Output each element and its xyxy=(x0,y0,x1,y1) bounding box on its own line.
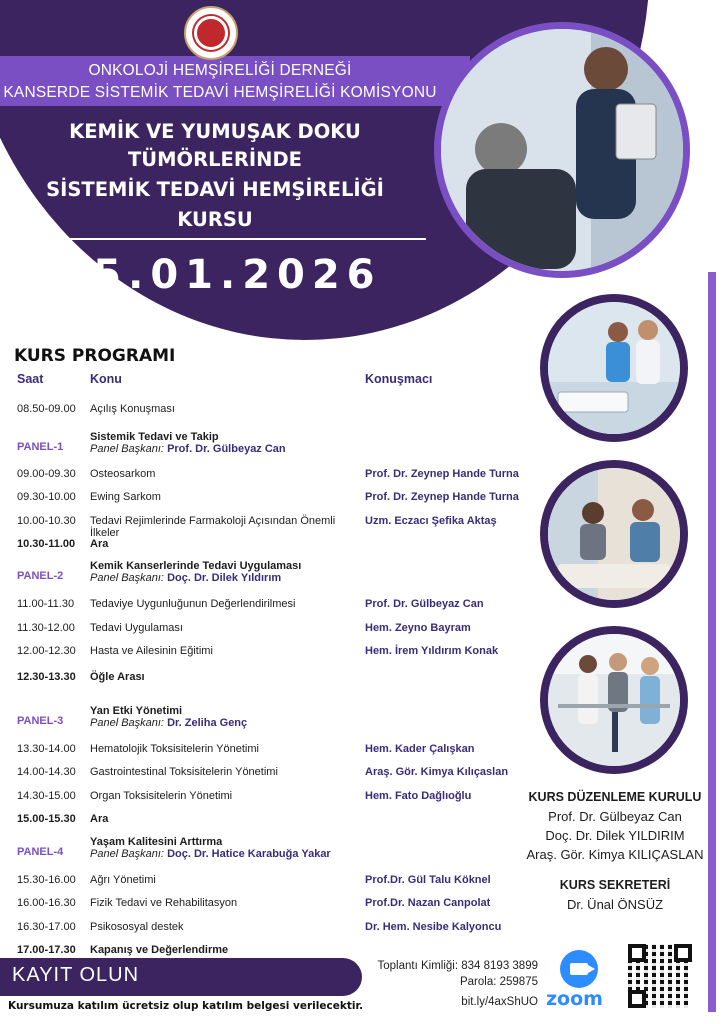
row-time: 12.30-13.30 xyxy=(17,671,76,683)
course-date: 25.01.2026 xyxy=(58,252,382,298)
row-topic-text: Hasta ve Ailesinin Eğitimi xyxy=(90,645,213,657)
row-topic xyxy=(90,766,360,778)
col-topic-header: Konu xyxy=(90,372,122,386)
row-time: 16.00-16.30 xyxy=(17,897,76,909)
org-name: ONKOLOJİ HEMŞİRELİĞİ DERNEĞİ xyxy=(88,62,352,79)
row-topic xyxy=(90,598,360,610)
course-title-line4: KURSU xyxy=(177,208,253,231)
course-title-line1: KEMİK VE YUMUŞAK DOKU xyxy=(69,120,361,143)
panel-chair-name: Prof. Dr. Gülbeyaz Can xyxy=(167,443,286,455)
row-time: PANEL-3 xyxy=(17,715,64,727)
panel-chair-name: Doç. Dr. Dilek Yıldırım xyxy=(167,572,282,584)
row-topic-text: Osteosarkom xyxy=(90,468,156,480)
panel-chair xyxy=(90,848,360,860)
nurse-consultation-photo xyxy=(540,460,688,608)
row-time: 11.30-12.00 xyxy=(17,622,75,634)
row-topic xyxy=(90,538,360,550)
row-topic xyxy=(90,468,360,480)
panel-chair-label: Panel Başkanı: xyxy=(90,717,164,729)
row-speaker: Prof. Dr. Zeynep Hande Turna xyxy=(365,491,519,503)
panel-chair xyxy=(90,717,360,729)
row-topic-text: Açılış Konuşması xyxy=(90,403,175,415)
row-topic-text: Ewing Sarkom xyxy=(90,491,161,503)
committee xyxy=(520,788,710,864)
row-topic xyxy=(90,790,360,802)
row-topic-text: Kemik Kanserlerinde Tedavi Uygulaması xyxy=(90,560,302,572)
row-topic-text: Ağrı Yönetimi xyxy=(90,874,156,886)
register-button[interactable]: KAYIT OLUN xyxy=(0,958,362,996)
commission-name: KANSERDE SİSTEMİK TEDAVİ HEMŞİRELİĞİ KOMİSYONU xyxy=(3,84,437,101)
lab-nurses-photo xyxy=(540,294,688,442)
association-logo-icon xyxy=(184,6,238,60)
row-topic-text: Psikososyal destek xyxy=(90,921,184,933)
zoom-meeting-id: Toplantı Kimliği: 834 8193 3899 xyxy=(377,960,538,972)
committee-member: Araş. Gör. Kimya KILIÇASLAN xyxy=(526,847,704,862)
col-speaker-header: Konuşmacı xyxy=(365,372,433,386)
course-title-line3: SİSTEMİK TEDAVİ HEMŞİRELİĞİ xyxy=(46,178,384,201)
row-topic xyxy=(90,560,360,584)
row-topic xyxy=(90,671,360,683)
row-topic xyxy=(90,897,360,909)
row-topic-text: Fizik Tedavi ve Rehabilitasyon xyxy=(90,897,238,909)
row-speaker: Hem. İrem Yıldırım Konak xyxy=(365,645,499,657)
rehabilitation-photo xyxy=(540,626,688,774)
title-divider xyxy=(10,238,426,240)
row-time: 10.30-11.00 xyxy=(17,538,76,550)
secretary-heading: KURS SEKRETERİ xyxy=(559,878,671,892)
row-topic-text: Gastrointestinal Toksisitelerin Yönetimi xyxy=(90,766,278,778)
row-topic-text: Yan Etki Yönetimi xyxy=(90,705,183,717)
row-time: 08.50-09.00 xyxy=(17,403,76,415)
row-topic xyxy=(90,515,360,539)
row-topic-text: Sistemik Tedavi ve Takip xyxy=(90,431,219,443)
row-topic-text: Tedaviye Uygunluğunun Değerlendirilmesi xyxy=(90,598,296,610)
row-topic xyxy=(90,944,360,956)
row-speaker: Prof. Dr. Gülbeyaz Can xyxy=(365,598,484,610)
panel-chair xyxy=(90,572,360,584)
row-topic xyxy=(90,813,360,825)
panel-chair-label: Panel Başkanı: xyxy=(90,848,164,860)
row-time: 13.30-14.00 xyxy=(17,743,76,755)
row-time: 17.00-17.30 xyxy=(17,944,76,956)
row-speaker: Prof. Dr. Zeynep Hande Turna xyxy=(365,468,519,480)
row-time: 10.00-10.30 xyxy=(17,515,76,527)
row-time: PANEL-1 xyxy=(17,441,64,453)
row-time: 09.30-10.00 xyxy=(17,491,76,503)
row-time: 09.00-09.30 xyxy=(17,468,76,480)
row-topic xyxy=(90,622,360,634)
program-heading: KURS PROGRAMI xyxy=(14,346,176,366)
row-time: 14.00-14.30 xyxy=(17,766,76,778)
secretary xyxy=(520,876,710,914)
row-topic-text: Yaşam Kalitesini Arttırma xyxy=(90,836,223,848)
committee-member: Doç. Dr. Dilek YILDIRIM xyxy=(545,828,685,843)
row-time: 11.00-11.30 xyxy=(17,598,75,610)
row-topic-text: Ara xyxy=(90,813,109,825)
committee-heading: KURS DÜZENLEME KURULU xyxy=(528,790,702,804)
panel-chair-label: Panel Başkanı: xyxy=(90,443,164,455)
row-time: 14.30-15.00 xyxy=(17,790,76,802)
row-speaker: Hem. Zeyno Bayram xyxy=(365,622,471,634)
row-speaker: Uzm. Eczacı Şefika Aktaş xyxy=(365,515,497,527)
row-topic xyxy=(90,705,360,729)
row-topic xyxy=(90,431,360,455)
course-title-line2: TÜMÖRLERİNDE xyxy=(128,148,302,171)
row-topic-text: Ara xyxy=(90,538,109,550)
zoom-link[interactable]: bit.ly/4axShUO xyxy=(461,996,538,1008)
row-time: 15.30-16.00 xyxy=(17,874,76,886)
row-time: 12.00-12.30 xyxy=(17,645,76,657)
col-time-header: Saat xyxy=(17,372,44,386)
row-time: PANEL-4 xyxy=(17,846,64,858)
free-participation-note: Kursumuza katılım ücretsiz olup katılım belgesi verilecektir. xyxy=(8,1000,364,1012)
row-time: 16.30-17.00 xyxy=(17,921,76,933)
row-topic xyxy=(90,743,360,755)
row-speaker: Hem. Fato Dağlıoğlu xyxy=(365,790,472,802)
row-time: PANEL-2 xyxy=(17,570,64,582)
row-topic-text: Tedavi Rejimlerinde Farmakoloji Açısından Önemli İlkeler xyxy=(90,515,336,539)
panel-chair-name: Dr. Zeliha Genç xyxy=(167,717,248,729)
row-topic-text: Organ Toksisitelerin Yönetimi xyxy=(90,790,233,802)
row-topic-text: Hematolojik Toksisitelerin Yönetimi xyxy=(90,743,259,755)
row-speaker: Araş. Gör. Kimya Kılıçaslan xyxy=(365,766,509,778)
row-topic xyxy=(90,491,360,503)
row-topic xyxy=(90,645,360,657)
panel-chair-label: Panel Başkanı: xyxy=(90,572,164,584)
row-time: 15.00-15.30 xyxy=(17,813,76,825)
committee-member: Prof. Dr. Gülbeyaz Can xyxy=(548,809,682,824)
row-speaker: Prof.Dr. Gül Talu Köknel xyxy=(365,874,491,886)
row-topic xyxy=(90,836,360,860)
row-topic xyxy=(90,874,360,886)
row-topic-text: Öğle Arası xyxy=(90,671,145,683)
row-topic-text: Tedavi Uygulaması xyxy=(90,622,183,634)
row-speaker: Prof.Dr. Nazan Canpolat xyxy=(365,897,491,909)
row-speaker: Dr. Hem. Nesibe Kalyoncu xyxy=(365,921,502,933)
row-topic-text: Kapanış ve Değerlendirme xyxy=(90,944,229,956)
row-topic xyxy=(90,403,360,415)
zoom-password: Parola: 259875 xyxy=(459,976,538,988)
nurse-patient-photo xyxy=(434,22,690,278)
row-speaker: Hem. Kader Çalışkan xyxy=(365,743,475,755)
panel-chair-name: Doç. Dr. Hatice Karabuğa Yakar xyxy=(167,848,331,860)
zoom-camera-icon xyxy=(560,950,598,988)
zoom-logo: zoom xyxy=(546,988,603,1010)
panel-chair xyxy=(90,443,360,455)
secretary-name: Dr. Ünal ÖNSÜZ xyxy=(566,897,664,912)
row-topic xyxy=(90,921,360,933)
